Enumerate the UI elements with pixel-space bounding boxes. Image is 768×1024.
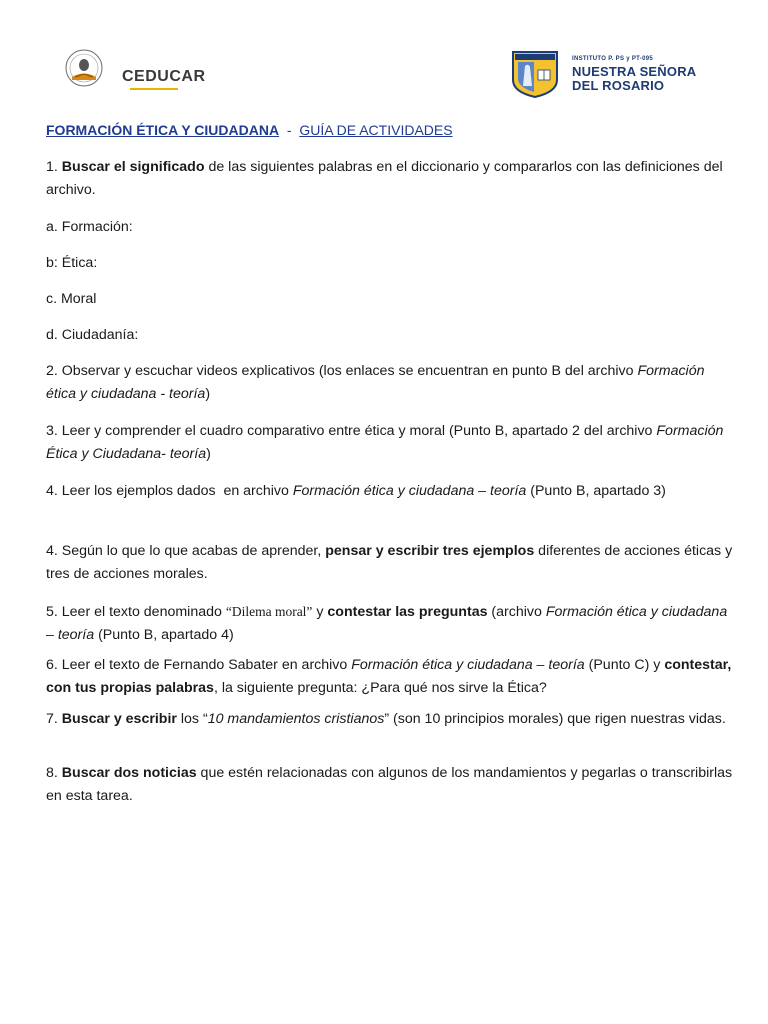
item-7-italic: 10 mandamientos cristianos: [207, 711, 385, 727]
item-7-mid: los “: [176, 711, 208, 727]
item-a: a. Formación:: [46, 219, 133, 235]
ceducar-logo-text: CEDUCAR: [122, 68, 206, 85]
item-3-text: 3. Leer y comprender el cuadro comparativo entre ética y moral (Punto B, apartado 2 del archivo: [46, 423, 657, 439]
item-2-italic: Formación ética y ciudadana - teoría: [46, 363, 705, 402]
item-4b-text: 4. Según lo que lo que acabas de aprender,: [46, 543, 326, 559]
item-2-end: ): [205, 386, 211, 402]
item-3-italic: Formación Ética y Ciudadana- teoría: [46, 423, 724, 462]
item-b: b: Ética:: [46, 255, 98, 271]
item-5-mid: y: [312, 604, 328, 620]
item-6-mid: (Punto C) y: [584, 657, 665, 673]
item-5-mid2: (archivo: [487, 604, 546, 620]
ceducar-emblem-icon: [62, 46, 120, 96]
item-8-bold: Buscar dos noticias: [61, 765, 197, 781]
item-6-text: 6. Leer el texto de Fernando Sabater en archivo: [46, 657, 352, 673]
item-6: [46, 654, 736, 700]
title-sub: GUÍA DE ACTIVIDADES: [299, 122, 453, 138]
item-4b-bold: pensar y escribir tres ejemplos: [325, 543, 535, 559]
title-main: FORMACIÓN ÉTICA Y CIUDADANA: [46, 122, 280, 138]
ceducar-logo: [62, 48, 262, 98]
item-d: d. Ciudadanía:: [46, 327, 139, 343]
item-8: [46, 762, 736, 808]
item-8-number: 8.: [46, 765, 62, 781]
page-header: [0, 0, 768, 110]
item-6-end: , la siguiente pregunta: ¿Para qué nos sirve la Ética?: [213, 680, 547, 696]
item-7-end: ” (son 10 principios morales) que rigen nuestras vidas.: [384, 711, 726, 727]
rosario-logo: [510, 50, 730, 100]
page-title: [46, 122, 453, 138]
item-4: [46, 480, 736, 503]
item-7: [46, 708, 736, 731]
item-2: [46, 360, 736, 406]
item-4-italic: Formación ética y ciudadana – teoría: [292, 483, 527, 499]
item-4-text: 4. Leer los ejemplos dados en archivo: [46, 483, 293, 499]
item-3: [46, 420, 736, 466]
rosario-institute-code: INSTITUTO P. PS y PT-095: [572, 56, 654, 62]
item-1-text: de las siguientes palabras en el diccionario y compararlos con las definiciones del archivo.: [46, 159, 723, 198]
item-5-bold: contestar las preguntas: [327, 604, 488, 620]
item-7-bold: Buscar y escribir: [61, 711, 177, 727]
item-1-bold: Buscar el significado: [61, 159, 205, 175]
item-1-number: 1.: [46, 159, 62, 175]
rosario-name-line2: DEL ROSARIO: [572, 78, 665, 93]
rosario-shield-icon: [510, 50, 560, 98]
item-5-end: (Punto B, apartado 4): [94, 627, 234, 643]
item-c: c. Moral: [46, 291, 97, 307]
title-separator: -: [279, 122, 300, 138]
item-4-end: (Punto B, apartado 3): [526, 483, 666, 499]
item-2-text: 2. Observar y escuchar videos explicativos (los enlaces se encuentran en punto B del archivo: [46, 363, 638, 379]
item-5-text: 5. Leer el texto denominado: [46, 604, 226, 620]
ceducar-logo-bar: [130, 88, 178, 90]
item-6-bold: contestar, con tus propias palabras: [46, 657, 732, 696]
item-4b: [46, 540, 736, 586]
item-7-number: 7.: [46, 711, 62, 727]
item-8-end: que estén relacionadas con algunos de los mandamientos y pegarlas o transcribirlas en esta tarea.: [46, 765, 733, 804]
rosario-name-line1: NUESTRA SEÑORA: [572, 64, 697, 79]
item-5-italic: Formación ética y ciudadana – teoría: [46, 604, 728, 643]
item-5: [46, 600, 736, 647]
item-1: [46, 156, 736, 202]
item-4b-end: diferentes de acciones éticas y tres de acciones morales.: [46, 543, 733, 582]
item-6-italic: Formación ética y ciudadana – teoría: [351, 657, 585, 673]
item-3-end: ): [206, 446, 211, 462]
item-5-serif: “Dilema moral”: [225, 604, 313, 619]
